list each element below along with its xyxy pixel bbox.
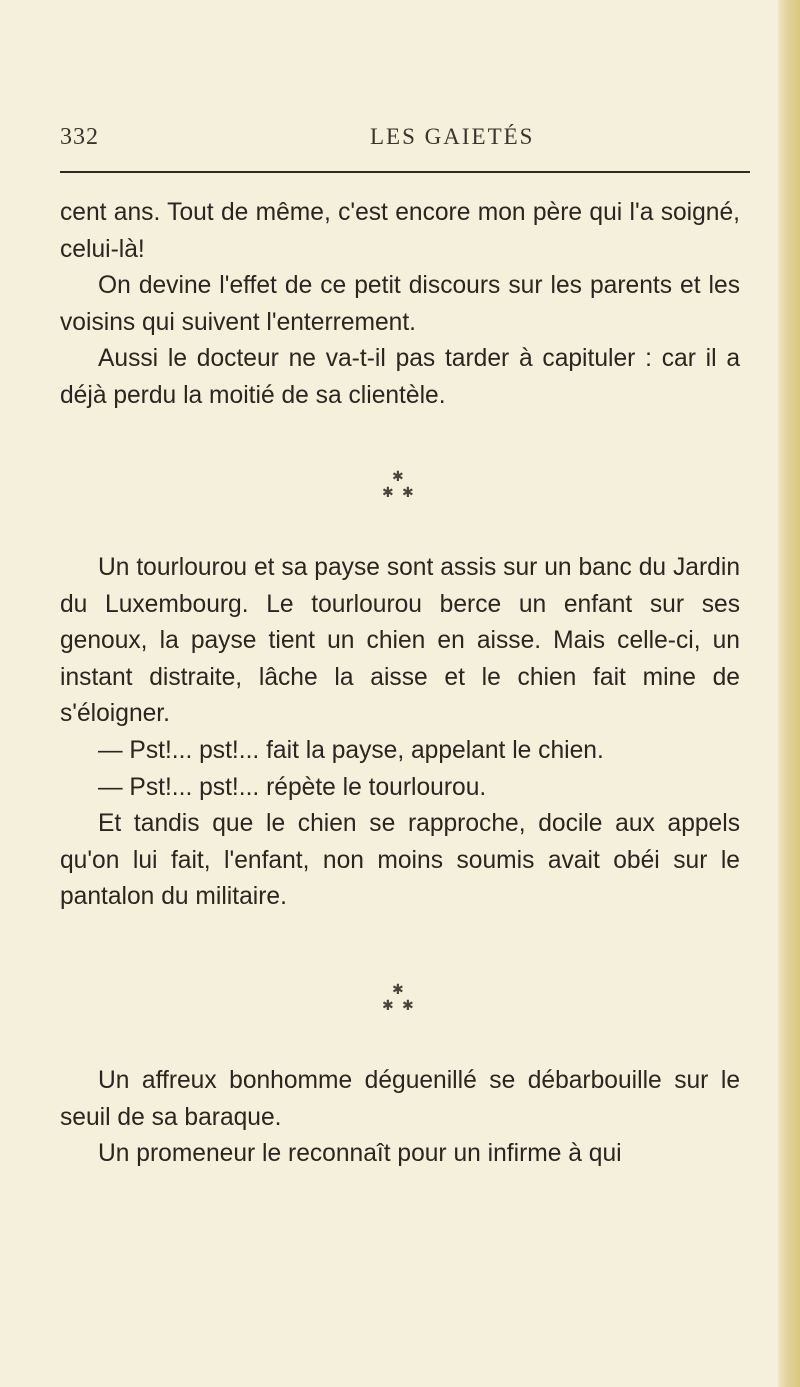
asterisk-icon: ✱ [392, 982, 404, 998]
page-edge [778, 0, 800, 1387]
asterisk-icon: ✱ [402, 998, 414, 1014]
asterisk-icon: ✱ [392, 469, 404, 485]
section-separator-asterism [370, 470, 430, 520]
paragraph: Et tandis que le chien se rapproche, docile aux appels qu'on lui fait, l'enfant, non moins soumis avait obéi sur le pantalon du militaire. [60, 810, 740, 911]
paragraph: Un affreux bonhomme déguenillé se débarbouille sur le seuil de sa baraque. [60, 1067, 740, 1131]
paragraph: On devine l'effet de ce petit discours sur les parents et les voisins qui suivent l'enterrement. [60, 272, 740, 336]
running-header [60, 124, 750, 160]
asterisk-icon: ✱ [382, 998, 394, 1014]
paragraph: Un tourlourou et sa payse sont assis sur un banc du Jardin du Luxembourg. Le tourlourou berce un enfant sur ses genoux, la payse tient un chien en aisse. Mais celle-ci, un instant distraite, lâche la aisse et le chien fait mine de s'éloigner. [60, 554, 740, 728]
page-number: 332 [60, 124, 99, 150]
running-title: LES GAIETÉS [370, 124, 535, 149]
paragraph: Un promeneur le reconnaît pour un infirme à qui [98, 1140, 622, 1168]
section-1 [60, 195, 740, 415]
paragraph: Aussi le docteur ne va-t-il pas tarder à capituler : car il a déjà perdu la moitié de sa clientèle. [60, 345, 740, 409]
paragraph: — Pst!... pst!... fait la payse, appelant le chien. [98, 736, 604, 764]
paragraph: — Pst!... pst!... répète le tourlourou. [98, 773, 487, 801]
asterisk-icon: ✱ [382, 485, 394, 501]
section-3 [60, 1063, 740, 1173]
section-2 [60, 550, 740, 916]
header-rule [60, 171, 750, 173]
section-separator-asterism [370, 983, 430, 1033]
paragraph: cent ans. Tout de même, c'est encore mon père qui l'a soigné, celui-là! [60, 199, 740, 263]
asterisk-icon: ✱ [402, 485, 414, 501]
